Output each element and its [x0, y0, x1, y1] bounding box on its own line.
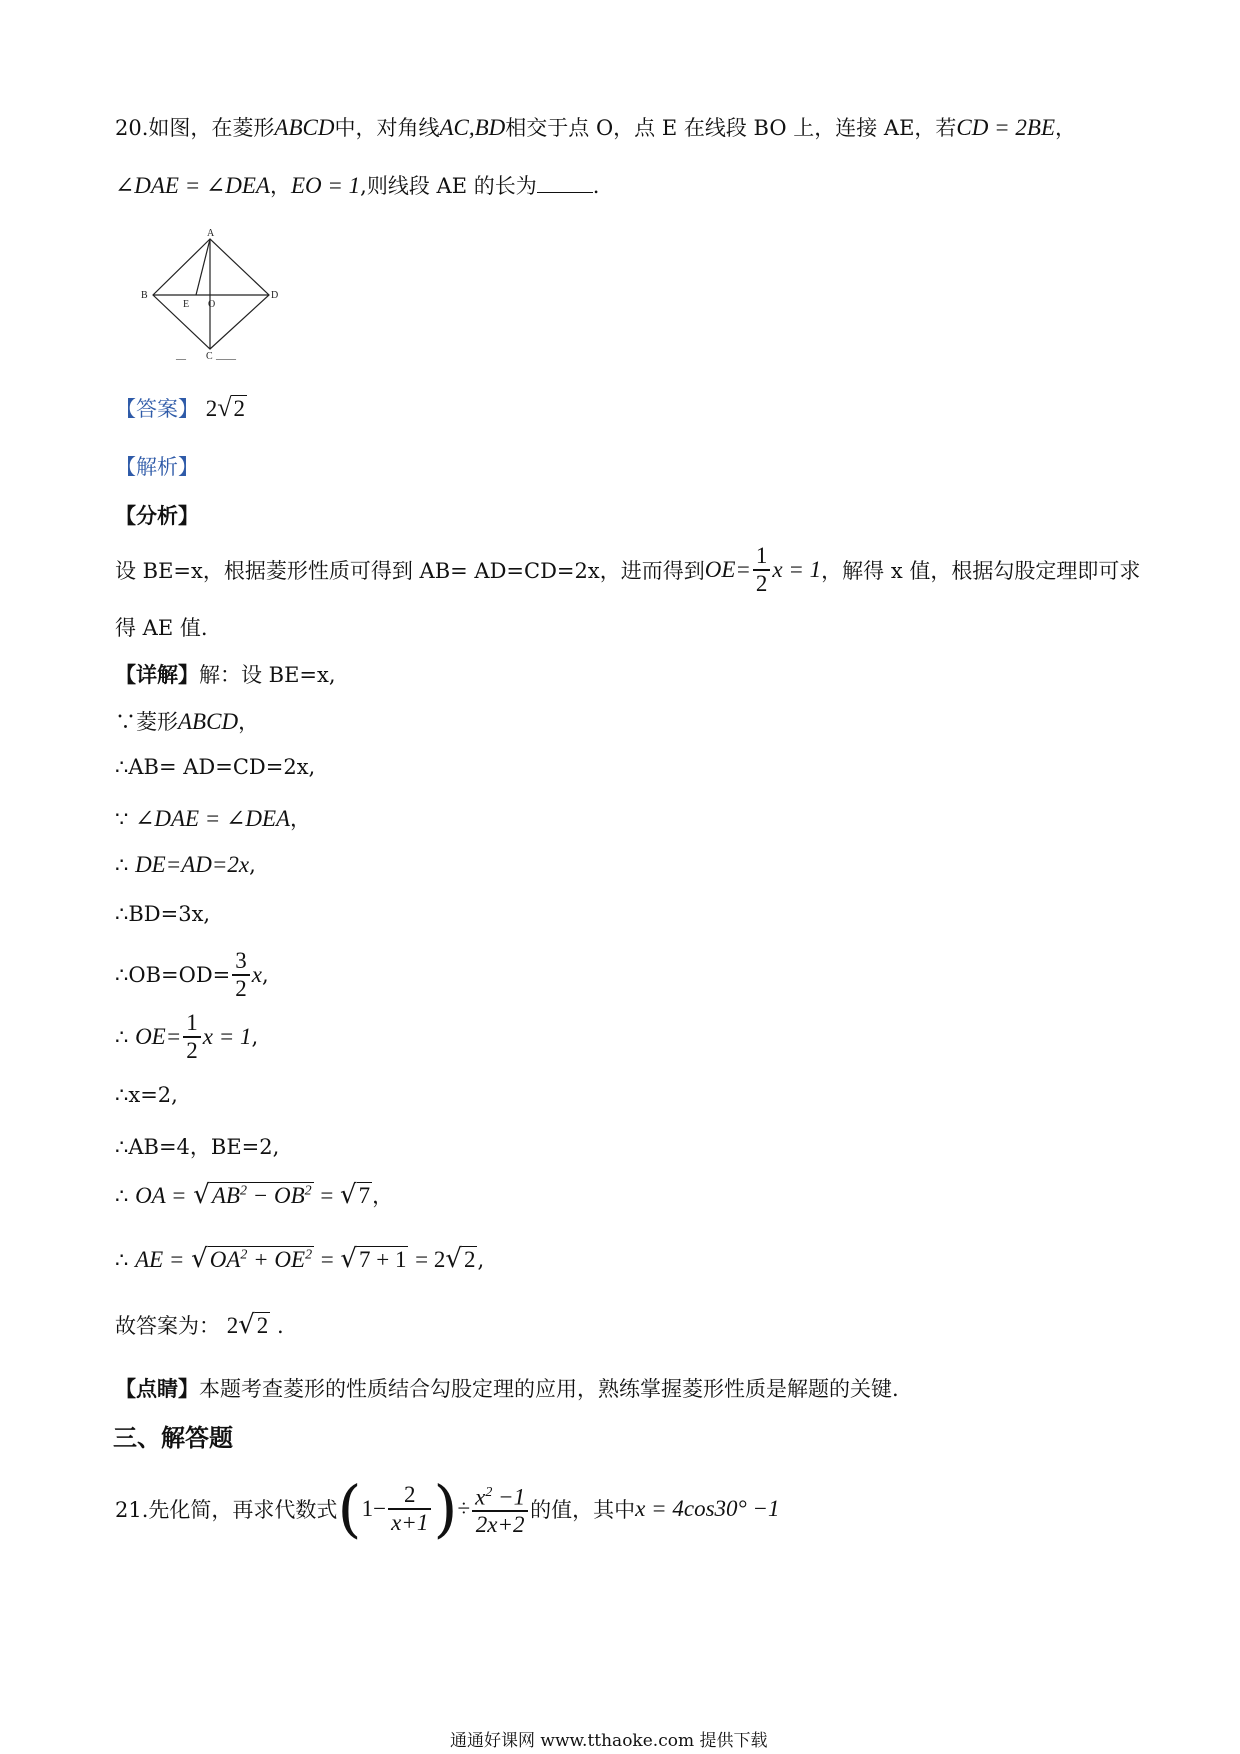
detail-line10: ∴AB=4，BE=2, [115, 1135, 280, 1159]
math-eo-eq: EO = 1 [290, 173, 361, 198]
detail-line13: 故答案为： 2√2 . [115, 1310, 284, 1340]
label-a: A [207, 228, 215, 239]
label-o: O [208, 299, 216, 310]
frac-half-2: $\frac{1}{2}$ [183, 1010, 201, 1064]
math-abcd: ABCD [274, 115, 335, 140]
detail-line8: ∴ OE= $\frac{1}{2}$ x = 1 , [115, 1010, 259, 1063]
math-cd-eq: CD = 2BE [956, 115, 1055, 140]
detail-line4: ∵ ∠DAE = ∠DEA， [115, 806, 312, 831]
math-ac-bd: AC,BD [439, 115, 506, 140]
segment-ae [196, 239, 210, 295]
detail-line3: ∴AB= AD=CD=2x, [115, 755, 316, 779]
label-b: B [141, 290, 148, 301]
detail-line6: ∴BD=3x, [115, 902, 211, 926]
frac-x2-1-over-2x2: $\frac{x^2 -1}{2x+2}$ [472, 1480, 528, 1539]
frac-2-over-x1: $\frac{2}{x+1}$ [388, 1482, 431, 1536]
dianjing-line: 【点睛】本题考查菱形的性质结合勾股定理的应用，熟练掌握菱形性质是解题的关键. [115, 1376, 899, 1401]
fenxi-line1: 设 BE=x，根据菱形性质可得到 AB= AD=CD=2x，进而得到 OE= $\frac{1}{2}$ x = 1 ，解得 x 值，根据勾股定理即可求 [115, 543, 1141, 596]
answer-line [115, 393, 247, 423]
answer-value: 2√2 [205, 393, 245, 422]
q21-line: 21.先化简，再求代数式 ( 1− $\frac{2}{x+1}$ ) ÷ $\frac{x^2 -1}{2x+2}$ 的值，其中 x = 4cos30° −1 [115, 1472, 780, 1545]
frac-three-halves: $\frac{3}{2}$ [232, 948, 250, 1002]
detail-line7: ∴OB=OD= $\frac{3}{2}$ x , [115, 948, 269, 1001]
fenxi-line2: 得 AE 值. [115, 616, 208, 640]
footer: 通通好课网 www.tthaoke.com 提供下载 [450, 1731, 768, 1751]
detail-line12: ∴ AE = $√OA^2 + OE^2 = √7 + 1 = 2√2$, [115, 1244, 485, 1274]
label-d: D [271, 290, 279, 301]
label-dash-right: —— [216, 354, 236, 365]
q20-line1: 20.如图，在菱形ABCD中，对角线AC,BD相交于点 O，点 E 在线段 BO 上，连接 AE，若CD = 2BE， [115, 115, 1076, 140]
analysis-tag: 【解析】 [115, 455, 199, 479]
detail-line11: ∴ OA = $√AB^2 - OB^2 = √7$， [115, 1180, 394, 1210]
detail-line2: ∵菱形ABCD， [115, 709, 260, 734]
label-e: E [183, 299, 190, 310]
detail-tag: 【详解】 [115, 662, 199, 687]
detail-line5: ∴ DE=AD=2x, [115, 852, 256, 877]
label-c: C [206, 351, 213, 362]
dianjing-tag: 【点睛】 [115, 1376, 199, 1401]
rhombus-figure [140, 225, 290, 365]
answer-tag: 【答案】 [115, 397, 199, 421]
math-angle-eq: ∠DAE = ∠DEA [115, 173, 270, 198]
q20-line2: ∠DAE = ∠DEA，EO = 1,则线段 AE 的长为 . [115, 173, 600, 198]
frac-half: $\frac{1}{2}$ [753, 543, 771, 597]
label-dash-left: — [176, 354, 186, 365]
rhombus-shape [153, 239, 269, 349]
detail-line9: ∴x=2, [115, 1083, 178, 1107]
answer-blank [537, 174, 593, 193]
section-title: 三、解答题 [113, 1423, 233, 1452]
fenxi-tag: 【分析】 [115, 503, 199, 528]
detail-line1: 【详解】解：设 BE=x, [115, 662, 336, 687]
